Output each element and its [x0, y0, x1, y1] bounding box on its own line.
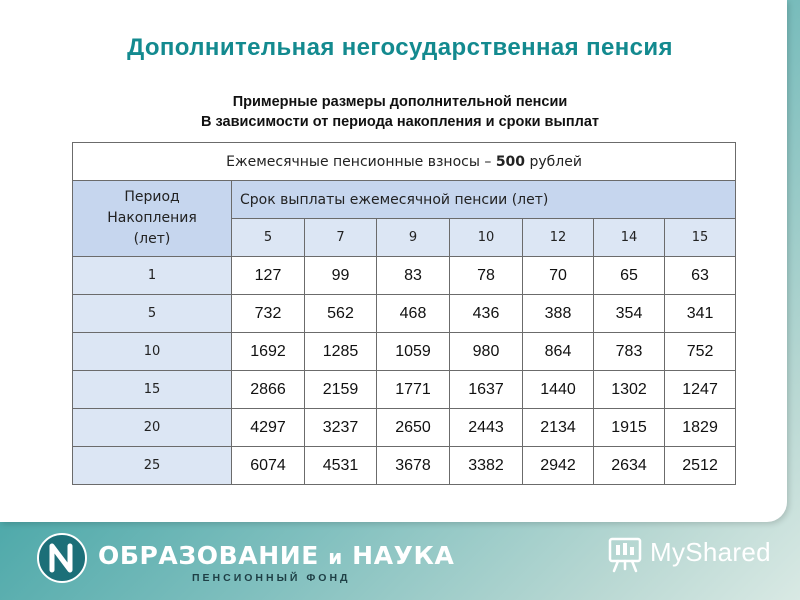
pension-value-cell: 3237	[305, 409, 377, 447]
brand-name-part-2: НАУКА	[352, 541, 455, 570]
table-caption	[73, 143, 736, 181]
pension-value-cell: 4531	[305, 447, 377, 485]
pension-value-cell: 752	[665, 333, 736, 371]
pension-value-cell: 6074	[232, 447, 305, 485]
page-title: Дополнительная негосударственная пенсия	[127, 34, 673, 61]
pension-value-cell: 3382	[450, 447, 523, 485]
pension-value-cell: 341	[665, 295, 736, 333]
caption-prefix: Ежемесячные пенсионные взносы –	[226, 153, 492, 170]
period-header-line-1: Период	[124, 189, 180, 205]
caption-amount: 500	[495, 153, 526, 170]
period-cell: 25	[73, 447, 232, 485]
pension-value-cell: 78	[450, 257, 523, 295]
period-cell: 15	[73, 371, 232, 409]
payout-year-header: 9	[377, 219, 450, 257]
period-header-line-2: Накопления	[107, 210, 197, 226]
payout-year-header: 14	[594, 219, 665, 257]
pension-value-cell: 3678	[377, 447, 450, 485]
period-cell: 20	[73, 409, 232, 447]
pension-value-cell: 1692	[232, 333, 305, 371]
period-cell: 10	[73, 333, 232, 371]
pension-value-cell: 1247	[665, 371, 736, 409]
payout-year-header: 10	[450, 219, 523, 257]
nf-logo-icon	[36, 532, 88, 584]
watermark-text: MyShared	[650, 537, 771, 567]
table-row	[73, 333, 736, 371]
pension-value-cell: 1059	[377, 333, 450, 371]
pension-value-cell: 980	[450, 333, 523, 371]
subtitle-line-2: В зависимости от периода накопления и сроки выплат	[201, 114, 599, 130]
pension-value-cell: 2512	[665, 447, 736, 485]
brand-name-conjunction: и	[328, 545, 343, 569]
pension-value-cell: 864	[523, 333, 594, 371]
period-cell: 5	[73, 295, 232, 333]
pension-value-cell: 468	[377, 295, 450, 333]
pension-value-cell: 2159	[305, 371, 377, 409]
brand-name	[98, 541, 455, 570]
pension-value-cell: 783	[594, 333, 665, 371]
pension-value-cell: 2942	[523, 447, 594, 485]
brand-name-part-1: ОБРАЗОВАНИЕ	[98, 541, 319, 570]
pension-value-cell: 70	[523, 257, 594, 295]
pension-value-cell: 2134	[523, 409, 594, 447]
subtitle-line-1: Примерные размеры дополнительной пенсии	[232, 94, 568, 110]
pension-value-cell: 1915	[594, 409, 665, 447]
pension-value-cell: 4297	[232, 409, 305, 447]
pension-table	[72, 142, 736, 485]
payout-year-header: 5	[232, 219, 305, 257]
payout-year-header: 12	[523, 219, 594, 257]
table-row	[73, 447, 736, 485]
pension-value-cell: 1771	[377, 371, 450, 409]
table-row	[73, 409, 736, 447]
period-cell: 1	[73, 257, 232, 295]
pension-value-cell: 436	[450, 295, 523, 333]
pension-value-cell: 63	[665, 257, 736, 295]
pension-value-cell: 1285	[305, 333, 377, 371]
table-row	[73, 371, 736, 409]
period-header-line-3: (лет)	[133, 231, 171, 247]
subtitle	[0, 92, 800, 132]
pension-value-cell: 354	[594, 295, 665, 333]
pension-value-cell: 1829	[665, 409, 736, 447]
table-row	[73, 257, 736, 295]
pension-value-cell: 1637	[450, 371, 523, 409]
pension-value-cell: 99	[305, 257, 377, 295]
pension-value-cell: 83	[377, 257, 450, 295]
brand-subline: ПЕНСИОННЫЙ ФОНД	[192, 572, 351, 584]
pension-value-cell: 2443	[450, 409, 523, 447]
pension-value-cell: 1302	[594, 371, 665, 409]
period-header	[73, 181, 232, 257]
table-row	[73, 295, 736, 333]
pension-value-cell: 2650	[377, 409, 450, 447]
pension-value-cell: 1440	[523, 371, 594, 409]
payout-year-header: 15	[665, 219, 736, 257]
pension-value-cell: 388	[523, 295, 594, 333]
caption-suffix: рублей	[529, 153, 582, 170]
pension-value-cell: 2866	[232, 371, 305, 409]
pension-value-cell: 2634	[594, 447, 665, 485]
pension-value-cell: 65	[594, 257, 665, 295]
pension-value-cell: 732	[232, 295, 305, 333]
payout-term-header: Срок выплаты ежемесячной пенсии (лет)	[232, 181, 736, 219]
payout-year-header: 7	[305, 219, 377, 257]
pension-value-cell: 562	[305, 295, 377, 333]
pension-value-cell: 127	[232, 257, 305, 295]
